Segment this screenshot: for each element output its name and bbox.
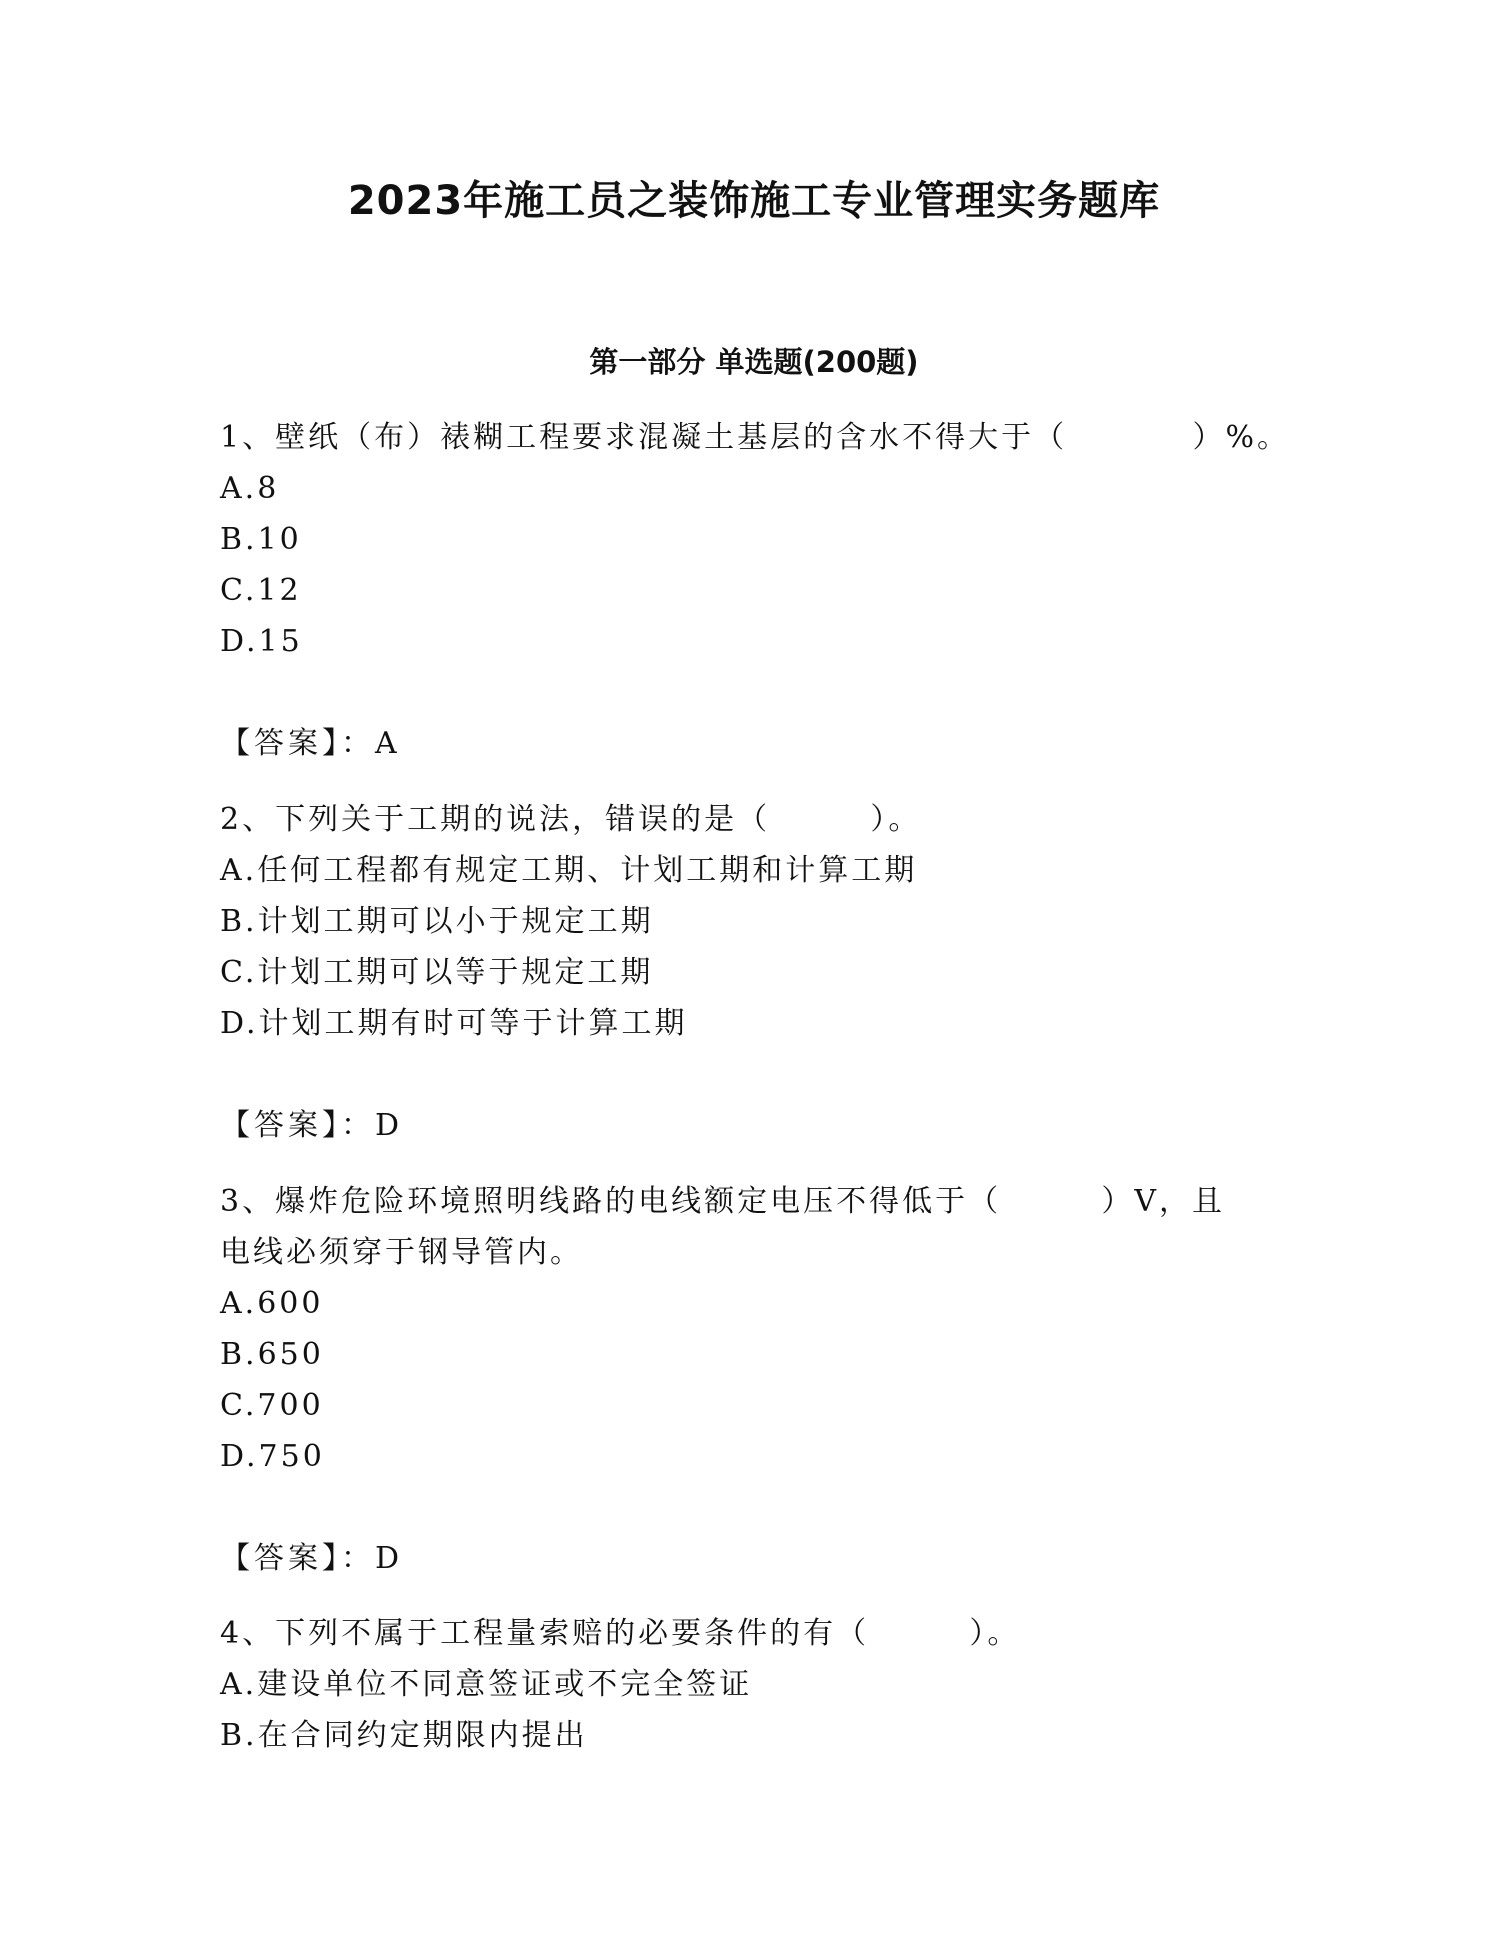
question-2-stem: 2、下列关于工期的说法，错误的是（ ）。: [220, 802, 922, 837]
question-1-stem: 1、壁纸（布）裱糊工程要求混凝土基层的含水不得大于（ ）%。: [220, 420, 1290, 455]
section-title: 第一部分 单选题(200题): [589, 345, 919, 379]
question-1-option-d: D.15: [220, 624, 303, 659]
question-4-stem: 4、下列不属于工程量索赔的必要条件的有（ ）。: [220, 1616, 1021, 1651]
question-4-option-a: A.建设单位不同意签证或不完全签证: [220, 1667, 753, 1702]
question-2-answer: 【答案】：D: [220, 1108, 404, 1143]
question-1-answer: 【答案】：A: [220, 726, 401, 761]
document-title: 2023年施工员之装饰施工专业管理实务题库: [347, 178, 1161, 224]
question-3-stem-line-1: 3、爆炸危险环境照明线路的电线额定电压不得低于（ ）V，且: [220, 1184, 1226, 1219]
question-3-option-b: B.650: [220, 1337, 324, 1372]
question-3-option-c: C.700: [220, 1388, 324, 1423]
question-2-option-c: C.计划工期可以等于规定工期: [220, 955, 654, 990]
question-1-option-a: A.8: [220, 471, 280, 506]
question-3-stem-line-2: 电线必须穿于钢导管内。: [220, 1235, 583, 1270]
question-1-option-b: B.10: [220, 522, 302, 557]
question-4-option-b: B.在合同约定期限内提出: [220, 1718, 588, 1753]
question-2-option-b: B.计划工期可以小于规定工期: [220, 904, 654, 939]
question-3-option-d: D.750: [220, 1439, 325, 1474]
question-1-option-c: C.12: [220, 573, 302, 608]
question-3-option-a: A.600: [220, 1286, 324, 1321]
question-2-option-a: A.任何工程都有规定工期、计划工期和计算工期: [220, 853, 918, 888]
question-2-option-d: D.计划工期有时可等于计算工期: [220, 1006, 688, 1041]
question-3-answer: 【答案】：D: [220, 1541, 404, 1576]
